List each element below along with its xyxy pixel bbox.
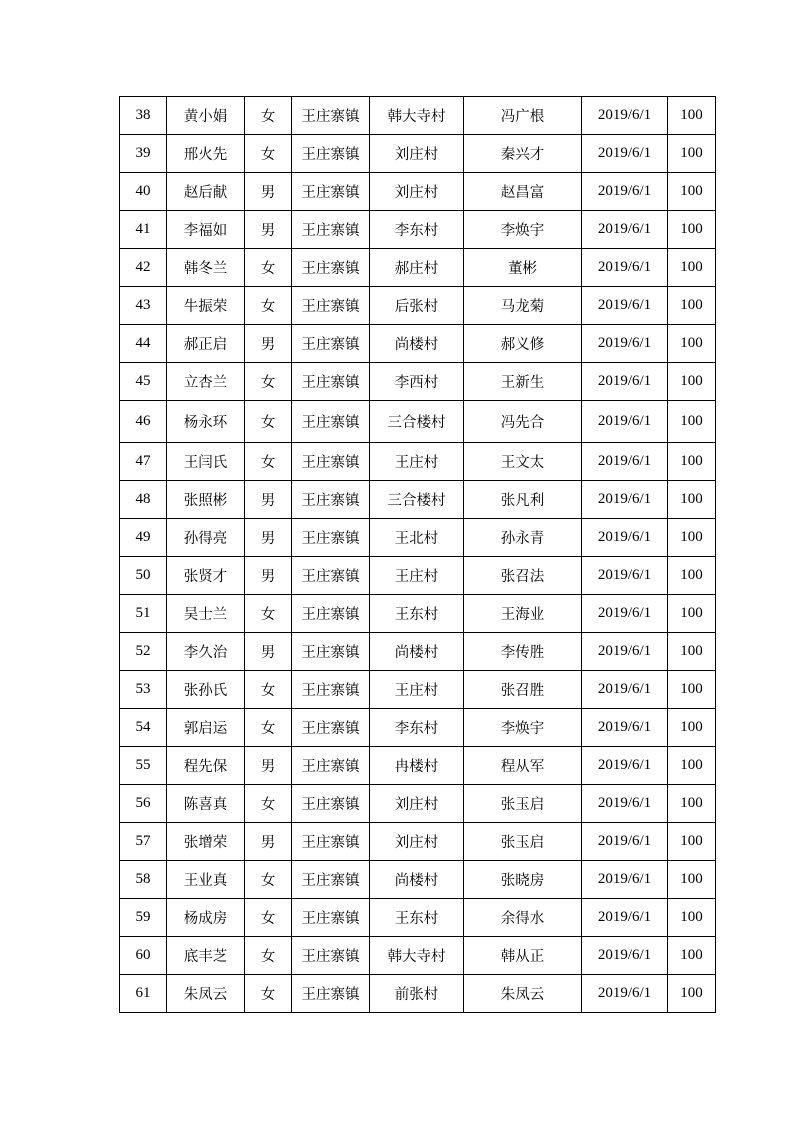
amount-cell: 100 [668,899,716,937]
table-row [120,401,716,443]
village-cell: 王庄村 [370,443,464,481]
amount-cell: 100 [668,97,716,135]
date-cell: 2019/6/1 [582,633,668,671]
row-number-cell: 54 [120,709,167,747]
amount-cell: 100 [668,671,716,709]
village-cell: 后张村 [370,287,464,325]
amount-cell: 100 [668,211,716,249]
town-cell: 王庄寨镇 [292,709,370,747]
village-cell: 三合楼村 [370,481,464,519]
date-cell: 2019/6/1 [582,975,668,1013]
name-cell: 黄小娟 [167,97,245,135]
contact-name-cell: 王文太 [464,443,582,481]
table-row [120,363,716,401]
table-row [120,785,716,823]
town-cell: 王庄寨镇 [292,937,370,975]
gender-cell: 女 [245,861,292,899]
gender-cell: 男 [245,633,292,671]
table-row [120,823,716,861]
date-cell: 2019/6/1 [582,173,668,211]
amount-cell: 100 [668,937,716,975]
town-cell: 王庄寨镇 [292,785,370,823]
row-number-cell: 41 [120,211,167,249]
village-cell: 刘庄村 [370,173,464,211]
table-row [120,633,716,671]
row-number-cell: 47 [120,443,167,481]
village-cell: 韩大寺村 [370,97,464,135]
town-cell: 王庄寨镇 [292,861,370,899]
town-cell: 王庄寨镇 [292,173,370,211]
gender-cell: 男 [245,519,292,557]
gender-cell: 男 [245,747,292,785]
town-cell: 王庄寨镇 [292,671,370,709]
gender-cell: 女 [245,363,292,401]
town-cell: 王庄寨镇 [292,747,370,785]
table-row [120,97,716,135]
amount-cell: 100 [668,595,716,633]
gender-cell: 男 [245,557,292,595]
amount-cell: 100 [668,249,716,287]
date-cell: 2019/6/1 [582,363,668,401]
gender-cell: 女 [245,401,292,443]
contact-name-cell: 郝义修 [464,325,582,363]
name-cell: 张照彬 [167,481,245,519]
date-cell: 2019/6/1 [582,481,668,519]
contact-name-cell: 张凡利 [464,481,582,519]
name-cell: 张孙氏 [167,671,245,709]
contact-name-cell: 张玉启 [464,785,582,823]
village-cell: 李西村 [370,363,464,401]
row-number-cell: 43 [120,287,167,325]
gender-cell: 男 [245,823,292,861]
gender-cell: 女 [245,937,292,975]
date-cell: 2019/6/1 [582,519,668,557]
contact-name-cell: 孙永青 [464,519,582,557]
amount-cell: 100 [668,363,716,401]
amount-cell: 100 [668,975,716,1013]
roster-body [120,97,716,1013]
row-number-cell: 46 [120,401,167,443]
village-cell: 三合楼村 [370,401,464,443]
date-cell: 2019/6/1 [582,785,668,823]
town-cell: 王庄寨镇 [292,401,370,443]
town-cell: 王庄寨镇 [292,975,370,1013]
gender-cell: 女 [245,443,292,481]
gender-cell: 女 [245,287,292,325]
contact-name-cell: 秦兴才 [464,135,582,173]
date-cell: 2019/6/1 [582,823,668,861]
row-number-cell: 38 [120,97,167,135]
row-number-cell: 53 [120,671,167,709]
row-number-cell: 48 [120,481,167,519]
amount-cell: 100 [668,747,716,785]
village-cell: 刘庄村 [370,135,464,173]
town-cell: 王庄寨镇 [292,287,370,325]
gender-cell: 女 [245,671,292,709]
town-cell: 王庄寨镇 [292,823,370,861]
amount-cell: 100 [668,557,716,595]
table-row [120,173,716,211]
town-cell: 王庄寨镇 [292,443,370,481]
village-cell: 王东村 [370,899,464,937]
town-cell: 王庄寨镇 [292,633,370,671]
contact-name-cell: 王海业 [464,595,582,633]
gender-cell: 女 [245,249,292,287]
name-cell: 牛振荣 [167,287,245,325]
date-cell: 2019/6/1 [582,861,668,899]
table-row [120,249,716,287]
name-cell: 邢火先 [167,135,245,173]
table-row [120,557,716,595]
town-cell: 王庄寨镇 [292,481,370,519]
table-row [120,937,716,975]
village-cell: 尚楼村 [370,633,464,671]
town-cell: 王庄寨镇 [292,211,370,249]
date-cell: 2019/6/1 [582,709,668,747]
row-number-cell: 58 [120,861,167,899]
table-row [120,747,716,785]
gender-cell: 女 [245,975,292,1013]
table-row [120,671,716,709]
town-cell: 王庄寨镇 [292,135,370,173]
date-cell: 2019/6/1 [582,325,668,363]
contact-name-cell: 李传胜 [464,633,582,671]
town-cell: 王庄寨镇 [292,595,370,633]
contact-name-cell: 张玉启 [464,823,582,861]
row-number-cell: 56 [120,785,167,823]
name-cell: 郭启运 [167,709,245,747]
table-row [120,861,716,899]
town-cell: 王庄寨镇 [292,97,370,135]
name-cell: 杨成房 [167,899,245,937]
amount-cell: 100 [668,709,716,747]
date-cell: 2019/6/1 [582,401,668,443]
name-cell: 朱凤云 [167,975,245,1013]
gender-cell: 女 [245,785,292,823]
table-row [120,709,716,747]
amount-cell: 100 [668,135,716,173]
gender-cell: 男 [245,481,292,519]
gender-cell: 女 [245,709,292,747]
date-cell: 2019/6/1 [582,595,668,633]
name-cell: 底丰芝 [167,937,245,975]
date-cell: 2019/6/1 [582,899,668,937]
table-row [120,211,716,249]
name-cell: 孙得亮 [167,519,245,557]
table-row [120,595,716,633]
gender-cell: 男 [245,325,292,363]
row-number-cell: 40 [120,173,167,211]
name-cell: 王业真 [167,861,245,899]
date-cell: 2019/6/1 [582,135,668,173]
amount-cell: 100 [668,481,716,519]
row-number-cell: 61 [120,975,167,1013]
name-cell: 王闫氏 [167,443,245,481]
gender-cell: 男 [245,211,292,249]
amount-cell: 100 [668,173,716,211]
date-cell: 2019/6/1 [582,671,668,709]
contact-name-cell: 韩从正 [464,937,582,975]
amount-cell: 100 [668,785,716,823]
date-cell: 2019/6/1 [582,249,668,287]
contact-name-cell: 冯先合 [464,401,582,443]
village-cell: 王北村 [370,519,464,557]
gender-cell: 男 [245,173,292,211]
row-number-cell: 60 [120,937,167,975]
gender-cell: 女 [245,135,292,173]
name-cell: 赵后献 [167,173,245,211]
name-cell: 程先保 [167,747,245,785]
gender-cell: 女 [245,595,292,633]
table-row [120,443,716,481]
contact-name-cell: 马龙菊 [464,287,582,325]
village-cell: 尚楼村 [370,861,464,899]
village-cell: 李东村 [370,211,464,249]
amount-cell: 100 [668,861,716,899]
town-cell: 王庄寨镇 [292,249,370,287]
gender-cell: 女 [245,97,292,135]
date-cell: 2019/6/1 [582,97,668,135]
contact-name-cell: 赵昌富 [464,173,582,211]
amount-cell: 100 [668,633,716,671]
amount-cell: 100 [668,823,716,861]
amount-cell: 100 [668,325,716,363]
village-cell: 王东村 [370,595,464,633]
town-cell: 王庄寨镇 [292,899,370,937]
village-cell: 冉楼村 [370,747,464,785]
date-cell: 2019/6/1 [582,443,668,481]
name-cell: 李久治 [167,633,245,671]
contact-name-cell: 王新生 [464,363,582,401]
name-cell: 立杏兰 [167,363,245,401]
village-cell: 刘庄村 [370,785,464,823]
village-cell: 王庄村 [370,671,464,709]
amount-cell: 100 [668,443,716,481]
village-cell: 李东村 [370,709,464,747]
table-row [120,481,716,519]
name-cell: 郝正启 [167,325,245,363]
contact-name-cell: 冯广根 [464,97,582,135]
row-number-cell: 49 [120,519,167,557]
contact-name-cell: 朱凤云 [464,975,582,1013]
name-cell: 张增荣 [167,823,245,861]
town-cell: 王庄寨镇 [292,519,370,557]
contact-name-cell: 李焕宇 [464,709,582,747]
row-number-cell: 45 [120,363,167,401]
date-cell: 2019/6/1 [582,211,668,249]
table-row [120,287,716,325]
row-number-cell: 59 [120,899,167,937]
town-cell: 王庄寨镇 [292,325,370,363]
town-cell: 王庄寨镇 [292,557,370,595]
row-number-cell: 52 [120,633,167,671]
village-cell: 尚楼村 [370,325,464,363]
village-cell: 韩大寺村 [370,937,464,975]
table-row [120,135,716,173]
name-cell: 吴士兰 [167,595,245,633]
amount-cell: 100 [668,519,716,557]
contact-name-cell: 李焕宇 [464,211,582,249]
roster-table [119,96,716,1013]
row-number-cell: 57 [120,823,167,861]
table-row [120,899,716,937]
date-cell: 2019/6/1 [582,747,668,785]
contact-name-cell: 张晓房 [464,861,582,899]
amount-cell: 100 [668,287,716,325]
amount-cell: 100 [668,401,716,443]
contact-name-cell: 张召法 [464,557,582,595]
village-cell: 前张村 [370,975,464,1013]
row-number-cell: 44 [120,325,167,363]
row-number-cell: 39 [120,135,167,173]
name-cell: 韩冬兰 [167,249,245,287]
row-number-cell: 50 [120,557,167,595]
village-cell: 郝庄村 [370,249,464,287]
town-cell: 王庄寨镇 [292,363,370,401]
date-cell: 2019/6/1 [582,287,668,325]
table-row [120,975,716,1013]
table-row [120,325,716,363]
village-cell: 刘庄村 [370,823,464,861]
contact-name-cell: 程从军 [464,747,582,785]
row-number-cell: 55 [120,747,167,785]
table-row [120,519,716,557]
gender-cell: 女 [245,899,292,937]
contact-name-cell: 张召胜 [464,671,582,709]
name-cell: 李福如 [167,211,245,249]
date-cell: 2019/6/1 [582,937,668,975]
name-cell: 陈喜真 [167,785,245,823]
row-number-cell: 42 [120,249,167,287]
date-cell: 2019/6/1 [582,557,668,595]
contact-name-cell: 董彬 [464,249,582,287]
name-cell: 杨永环 [167,401,245,443]
contact-name-cell: 余得水 [464,899,582,937]
name-cell: 张贤才 [167,557,245,595]
row-number-cell: 51 [120,595,167,633]
village-cell: 王庄村 [370,557,464,595]
